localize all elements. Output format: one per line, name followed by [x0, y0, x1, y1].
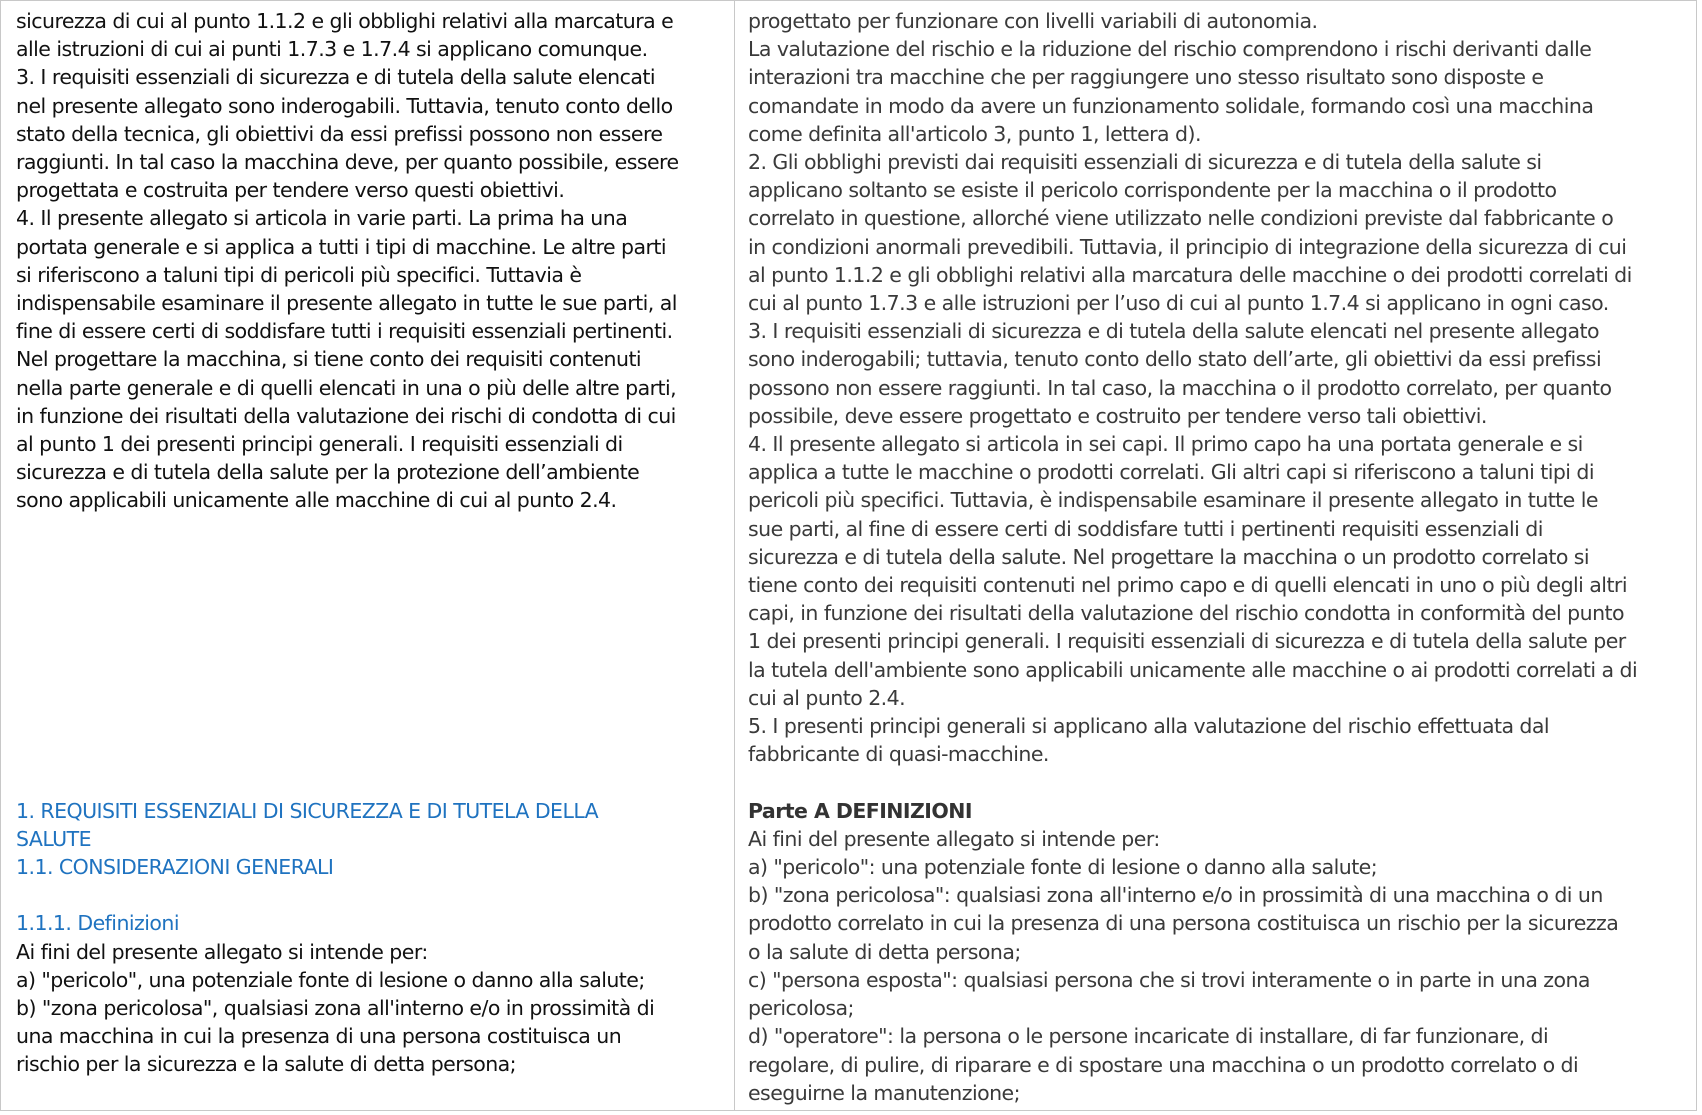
text-line: Ai fini del presente allegato si intende per:: [748, 826, 1160, 851]
text-line: al punto 1.1.2 e gli obblighi relativi alla marcatura delle macchine o dei prodotti correlati di: [748, 262, 1632, 287]
text-line: correlato in questione, allorché viene utilizzato nelle condizioni previste dal fabbricante o: [748, 206, 1614, 231]
text-line: progettato per funzionare con livelli variabili di autonomia.: [748, 9, 1318, 33]
text-line: applica a tutte le macchine o prodotti correlati. Gli altri capi si riferiscono a taluni tipi di: [748, 460, 1595, 485]
text-line: al punto 1 dei presenti principi generali. I requisiti essenziali di: [16, 432, 623, 457]
text-line: progettata e costruita per tendere verso questi obiettivi.: [16, 178, 565, 203]
text-line: b) "zona pericolosa", qualsiasi zona all'interno e/o in prossimità di: [16, 996, 655, 1021]
right-paragraph-block: [748, 7, 1688, 768]
text-line: in funzione dei risultati della valutazione dei rischi di condotta di cui: [16, 403, 676, 428]
text-line: Ai fini del presente allegato si intende per:: [16, 939, 428, 964]
spacer: [16, 515, 726, 797]
text-line: sicurezza e di tutela della salute. Nel progettare la macchina o un prodotto correlato si: [748, 544, 1590, 569]
section-heading-1-1: 1.1. CONSIDERAZIONI GENERALI: [16, 855, 334, 880]
text-line: sono applicabili unicamente alle macchine di cui al punto 2.4.: [16, 488, 617, 513]
right-definitions-block: [748, 825, 1688, 1107]
left-column-previous-text: [1, 1, 735, 1110]
section-heading-1: [16, 797, 726, 853]
text-line: tiene conto dei requisiti contenuti nel primo capo e di quelli elencati in uno o più degli altri: [748, 573, 1627, 598]
text-line: sue parti, al fine di essere certi di soddisfare tutti i pertinenti requisiti essenziali di: [748, 516, 1543, 541]
text-line: capi, in funzione dei risultati della valutazione del rischio condotta in conformità del punto: [748, 601, 1624, 626]
text-line: indispensabile esaminare il presente allegato in tutte le sue parti, al: [16, 291, 677, 316]
heading-line: SALUTE: [16, 826, 91, 851]
right-column-new-text: [735, 1, 1696, 1110]
text-line: pericoli più specifici. Tuttavia, è indispensabile esaminare il presente allegato in tutte le: [748, 488, 1598, 513]
text-line: sono inderogabili; tuttavia, tenuto conto dello stato dell’arte, gli obiettivi da essi prefissi: [748, 347, 1602, 372]
blank-line: [748, 768, 1688, 796]
text-line: si riferiscono a taluni tipi di pericoli più specifici. Tuttavia è: [16, 262, 582, 287]
text-line: b) "zona pericolosa": qualsiasi zona all'interno e/o in prossimità di una macchina o di un: [748, 883, 1603, 908]
text-line: nel presente allegato sono inderogabili. Tuttavia, tenuto conto dello: [16, 93, 673, 118]
text-line: fine di essere certi di soddisfare tutti i requisiti essenziali pertinenti.: [16, 319, 673, 344]
text-line: 4. Il presente allegato si articola in varie parti. La prima ha una: [16, 206, 628, 231]
text-line: la tutela dell'ambiente sono applicabili unicamente alle macchine o ai prodotti correlati a di: [748, 657, 1638, 682]
text-line: 3. I requisiti essenziali di sicurezza e di tutela della salute elencati nel presente allegato: [748, 319, 1600, 344]
text-line: applicano soltanto se esiste il pericolo corrispondente per la macchina o il prodotto: [748, 178, 1557, 203]
text-line: possibile, deve essere progettato e costruito per tendere verso tali obiettivi.: [748, 403, 1487, 428]
part-a-heading: Parte A DEFINIZIONI: [748, 798, 972, 823]
text-line: cui al punto 2.4.: [748, 685, 906, 710]
text-line: nella parte generale e di quelli elencati in una o più delle altre parti,: [16, 375, 677, 400]
text-line: Nel progettare la macchina, si tiene conto dei requisiti contenuti: [16, 347, 642, 372]
text-line: in condizioni anormali prevedibili. Tuttavia, il principio di integrazione della sicurezza di cui: [748, 234, 1627, 259]
text-line: portata generale e si applica a tutti i tipi di macchine. Le altre parti: [16, 234, 667, 259]
text-line: possono non essere raggiunti. In tal caso, la macchina o il prodotto correlato, per quanto: [748, 375, 1612, 400]
text-line: alle istruzioni di cui ai punti 1.7.3 e 1.7.4 si applicano comunque.: [16, 37, 648, 62]
text-line: 2. Gli obblighi previsti dai requisiti essenziali di sicurezza e di tutela della salute si: [748, 150, 1542, 175]
text-line: prodotto correlato in cui la presenza di una persona costituisca un rischio per la sicurezza: [748, 911, 1619, 936]
left-definitions-block: [16, 938, 726, 1079]
text-line: 3. I requisiti essenziali di sicurezza e di tutela della salute elencati: [16, 65, 655, 90]
left-paragraph-block: [16, 7, 726, 515]
text-line: a) "pericolo", una potenziale fonte di lesione o danno alla salute;: [16, 967, 645, 992]
text-line: raggiunti. In tal caso la macchina deve, per quanto possibile, essere: [16, 150, 679, 175]
text-line: sicurezza e di tutela della salute per la protezione dell’ambiente: [16, 460, 640, 485]
blank-line: [16, 881, 726, 909]
text-line: o la salute di detta persona;: [748, 939, 1021, 964]
text-line: sicurezza di cui al punto 1.1.2 e gli obblighi relativi alla marcatura e: [16, 9, 674, 33]
text-line: come definita all'articolo 3, punto 1, lettera d).: [748, 121, 1201, 146]
text-line: interazioni tra macchine che per raggiungere uno stesso risultato sono disposte e: [748, 65, 1544, 90]
text-line: fabbricante di quasi-macchine.: [748, 742, 1049, 767]
text-line: 1 dei presenti principi generali. I requisiti essenziali di sicurezza e di tutela della salute per: [748, 629, 1626, 654]
text-line: pericolosa;: [748, 996, 854, 1021]
text-line: rischio per la sicurezza e la salute di detta persona;: [16, 1052, 517, 1077]
text-line: a) "pericolo": una potenziale fonte di lesione o danno alla salute;: [748, 855, 1378, 880]
text-line: stato della tecnica, gli obiettivi da essi prefissi possono non essere: [16, 121, 663, 146]
text-line: d) "operatore": la persona o le persone incaricate di installare, di far funzionare, di: [748, 1024, 1549, 1049]
text-line: regolare, di pulire, di riparare e di spostare una macchina o un prodotto correlato o di: [748, 1052, 1579, 1077]
text-line: 5. I presenti principi generali si applicano alla valutazione del rischio effettuata dal: [748, 714, 1550, 739]
text-line: c) "persona esposta": qualsiasi persona che si trovi interamente o in parte in una zona: [748, 967, 1590, 992]
text-line: comandate in modo da avere un funzionamento solidale, formando così una macchina: [748, 93, 1594, 118]
text-line: 4. Il presente allegato si articola in sei capi. Il primo capo ha una portata generale e si: [748, 432, 1583, 457]
text-line: una macchina in cui la presenza di una persona costituisca un: [16, 1024, 622, 1049]
heading-line: 1. REQUISITI ESSENZIALI DI SICUREZZA E DI TUTELA DELLA: [16, 798, 599, 823]
section-heading-1-1-1: 1.1.1. Definizioni: [16, 911, 179, 936]
text-line: cui al punto 1.7.3 e alle istruzioni per l’uso di cui al punto 1.7.4 si applicano in ogni caso.: [748, 291, 1609, 316]
text-line: La valutazione del rischio e la riduzione del rischio comprendono i rischi derivanti dalle: [748, 37, 1592, 62]
text-line: eseguirne la manutenzione;: [748, 1080, 1020, 1105]
